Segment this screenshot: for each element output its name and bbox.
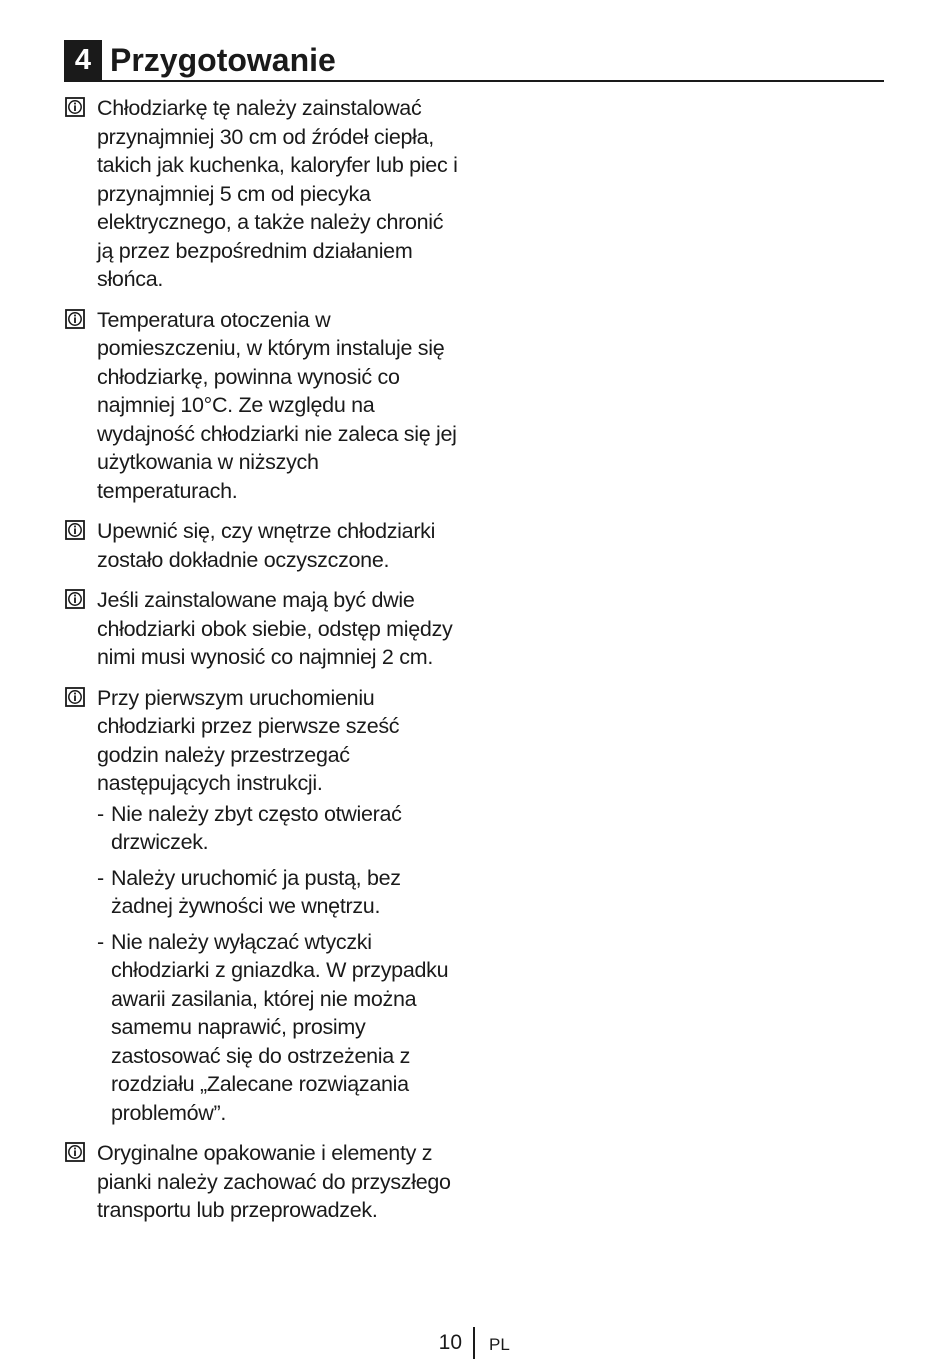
note-heat-sources — [64, 94, 464, 294]
list-item — [97, 864, 464, 921]
footer-divider — [473, 1327, 475, 1359]
instruction-list — [97, 800, 464, 1128]
info-icon — [65, 589, 85, 609]
info-icon — [65, 309, 85, 329]
list-item-text: Należy uruchomić ja pustą, bez żadnej żywności we wnętrzu. — [111, 865, 401, 918]
list-item — [97, 800, 464, 857]
list-item — [97, 928, 464, 1128]
section-header — [64, 40, 884, 82]
note-text: Temperatura otoczenia w pomieszczeniu, w którym instaluje się chłodziarkę, powinna wynosić co najmniej 10°C. Ze względu na wydajność chłodziarki nie zaleca się jej użytkowania w niższych temperaturach. — [97, 307, 457, 503]
note-original-packaging — [64, 1139, 464, 1225]
info-icon — [65, 687, 85, 707]
notes-list — [64, 94, 464, 1237]
list-item-text: Nie należy zbyt często otwierać drzwiczek. — [111, 801, 402, 854]
info-icon — [65, 520, 85, 540]
language-code: PL — [489, 1335, 510, 1354]
info-icon — [65, 97, 85, 117]
note-text: Oryginalne opakowanie i elementy z pianki należy zachować do przyszłego transportu lub przeprowadzek. — [97, 1141, 451, 1222]
dash-marker: - — [97, 865, 104, 890]
note-clean-interior — [64, 517, 464, 574]
section-title: Przygotowanie — [110, 42, 336, 78]
section-number: 4 — [64, 40, 102, 80]
list-item-text: Nie należy wyłączać wtyczki chłodziarki z gniazdka. W przypadku awarii zasilania, której nie można samemu naprawić, prosimy zastosować się do ostrzeżenia z rozdziału „Zalecane rozwiązania problemów”. — [111, 929, 449, 1125]
note-text: Przy pierwszym uruchomieniu chłodziarki przez pierwsze sześć godzin należy przestrzegać następujących instrukcji. — [97, 685, 400, 795]
note-two-fridges-gap — [64, 586, 464, 672]
info-icon — [65, 1142, 85, 1162]
note-first-startup — [64, 684, 464, 1128]
note-text: Chłodziarkę tę należy zainstalować przynajmniej 30 cm od źródeł ciepła, takich jak kuchenka, kaloryfer lub piec i przynajmniej 5 cm od piecyka elektrycznego, a także należy chronić ją przez bezpośrednim działaniem słońca. — [97, 96, 458, 291]
page-footer — [0, 1327, 950, 1359]
dash-marker: - — [97, 929, 104, 954]
note-ambient-temperature — [64, 306, 464, 506]
dash-marker: - — [97, 801, 104, 826]
note-text: Jeśli zainstalowane mają być dwie chłodziarki obok siebie, odstęp między nimi musi wynosić co najmniej 2 cm. — [97, 588, 453, 669]
note-text: Upewnić się, czy wnętrze chłodziarki zostało dokładnie oczyszczone. — [97, 519, 436, 572]
page-number: 10 — [438, 1331, 462, 1354]
